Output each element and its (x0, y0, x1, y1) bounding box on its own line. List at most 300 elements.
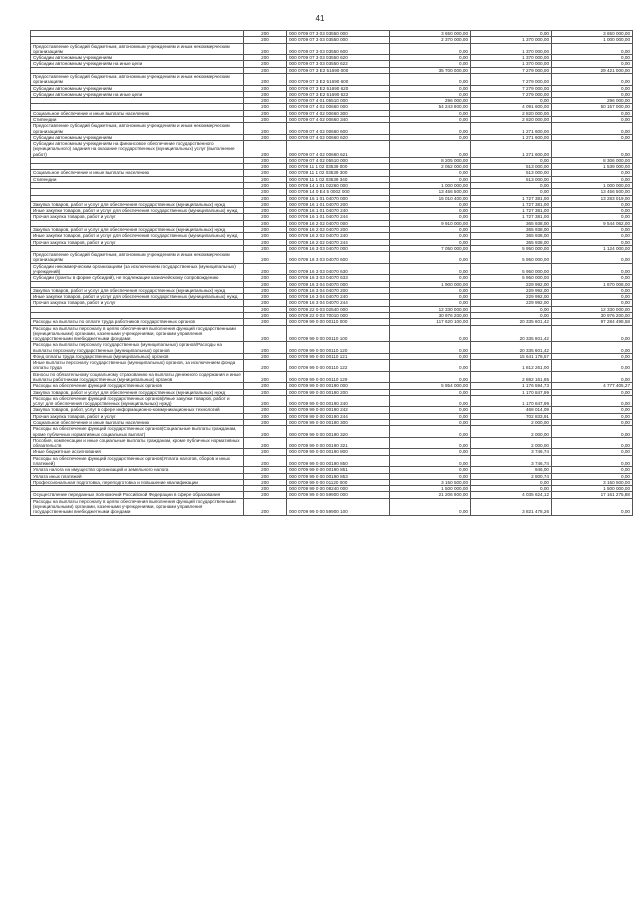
row-approved-cell: 0,00 (390, 73, 471, 85)
row-admin-code-cell: 200 (244, 449, 287, 455)
row-unexecuted-cell: 0,00 (552, 134, 633, 140)
row-unexecuted-cell: 9 544 062,00 (552, 220, 633, 226)
row-budget-code-cell: 000 0709 99 0 00 00190 853 (287, 473, 390, 479)
row-unexecuted-cell: 0,00 (552, 360, 633, 372)
row-unexecuted-cell: 13 283 019,00 (552, 195, 633, 201)
row-admin-code-cell: 200 (244, 420, 287, 426)
row-admin-code-cell: 200 (244, 208, 287, 214)
row-executed-cell: 2 820 000,00 (471, 116, 552, 122)
row-budget-code-cell: 000 0709 11 1 02 03539 340 (287, 176, 390, 182)
table-row (31, 233, 633, 239)
table-row (31, 325, 633, 342)
row-admin-code-cell: 200 (244, 91, 287, 97)
row-unexecuted-cell: 0,00 (552, 287, 633, 293)
row-approved-cell: 0,00 (390, 134, 471, 140)
row-budget-code-cell: 000 0709 99 0 00 00110 122 (287, 360, 390, 372)
budget-execution-table (30, 30, 633, 516)
row-admin-code-cell: 200 (244, 164, 287, 170)
row-executed-cell: 1 170 847,99 (471, 389, 552, 395)
row-approved-cell: 0,00 (390, 110, 471, 116)
table-row (31, 492, 633, 498)
row-unexecuted-cell: 97 284 498,58 (552, 319, 633, 325)
row-name-cell: Субсидии (гранты в форме субсидий), не подлежащие казначейскому сопровождению (31, 275, 244, 281)
row-approved-cell: 21 206 900,00 (390, 492, 471, 498)
row-admin-code-cell: 200 (244, 43, 287, 55)
row-admin-code-cell: 200 (244, 239, 287, 245)
row-name-cell: Социальное обеспечение и иные выплаты населению (31, 110, 244, 116)
row-approved-cell: 0,00 (390, 227, 471, 233)
row-name-cell: Иные бюджетные ассигнования (31, 449, 244, 455)
row-admin-code-cell: 200 (244, 116, 287, 122)
row-admin-code-cell: 200 (244, 252, 287, 264)
table-row (31, 498, 633, 515)
row-executed-cell: 702 833,91 (471, 413, 552, 419)
row-executed-cell: 0,00 (471, 98, 552, 104)
row-admin-code-cell: 200 (244, 73, 287, 85)
row-admin-code-cell: 200 (244, 371, 287, 383)
row-unexecuted-cell: 1 000 000,00 (552, 37, 633, 43)
row-unexecuted-cell: 0,00 (552, 208, 633, 214)
row-executed-cell: 229 992,00 (471, 287, 552, 293)
table-row (31, 43, 633, 55)
row-executed-cell: 0,00 (471, 189, 552, 195)
row-admin-code-cell: 200 (244, 360, 287, 372)
row-budget-code-cell: 000 0709 07 4 02 00660 340 (287, 116, 390, 122)
row-executed-cell: 229 992,00 (471, 294, 552, 300)
row-executed-cell: 468 014,09 (471, 407, 552, 413)
row-name-cell: Расходы на выплаты по оплате труда работников государственных органов (31, 319, 244, 325)
row-executed-cell: 229 992,00 (471, 300, 552, 306)
row-unexecuted-cell: 0,00 (552, 85, 633, 91)
row-approved-cell: 0,00 (390, 325, 471, 342)
row-approved-cell: 0,00 (390, 473, 471, 479)
row-name-cell: Стипендии (31, 176, 244, 182)
row-unexecuted-cell: 0,00 (552, 353, 633, 359)
row-unexecuted-cell: 0,00 (552, 141, 633, 158)
row-unexecuted-cell: 0,00 (552, 73, 633, 85)
table-body (31, 31, 633, 516)
row-approved-cell: 117 620 100,00 (390, 319, 471, 325)
table-row (31, 275, 633, 281)
row-executed-cell: 4 091 600,00 (471, 104, 552, 110)
row-admin-code-cell: 200 (244, 123, 287, 135)
row-executed-cell: 1 370 000,00 (471, 55, 552, 61)
row-admin-code-cell: 200 (244, 413, 287, 419)
row-executed-cell: 1 271 600,00 (471, 123, 552, 135)
row-approved-cell: 30 976 200,00 (390, 312, 471, 318)
row-admin-code-cell: 200 (244, 492, 287, 498)
row-executed-cell: 2 882 161,85 (471, 371, 552, 383)
table-row (31, 123, 633, 135)
row-executed-cell: 1 170 847,99 (471, 395, 552, 407)
table-row (31, 371, 633, 383)
row-executed-cell: 513 000,00 (471, 164, 552, 170)
row-unexecuted-cell: 0,00 (552, 110, 633, 116)
row-budget-code-cell: 000 0709 16 3 04 04070 240 (287, 294, 390, 300)
row-budget-code-cell: 000 0709 99 0 00 00190 300 (287, 420, 390, 426)
row-admin-code-cell: 200 (244, 195, 287, 201)
row-executed-cell: 3 746,74 (471, 449, 552, 455)
row-budget-code-cell: 000 0709 99 0 00 00110 120 (287, 342, 390, 354)
table-row (31, 73, 633, 85)
row-executed-cell: 2 000,00 (471, 437, 552, 449)
row-budget-code-cell: 000 0709 07 3 03 03550 000 (287, 37, 390, 43)
row-unexecuted-cell: 1 539 000,00 (552, 164, 633, 170)
row-admin-code-cell: 200 (244, 486, 287, 492)
row-approved-cell: 0,00 (390, 467, 471, 473)
row-admin-code-cell: 200 (244, 479, 287, 485)
row-budget-code-cell: 000 0709 22 0 03 02540 000 (287, 306, 390, 312)
row-unexecuted-cell: 1 124 000,00 (552, 245, 633, 251)
row-approved-cell: 0,00 (390, 252, 471, 264)
row-executed-cell: 365 938,00 (471, 220, 552, 226)
row-unexecuted-cell: 0,00 (552, 389, 633, 395)
row-unexecuted-cell: 13 456 500,00 (552, 189, 633, 195)
table-row (31, 208, 633, 214)
row-unexecuted-cell: 0,00 (552, 325, 633, 342)
row-unexecuted-cell: 0,00 (552, 437, 633, 449)
row-admin-code-cell: 200 (244, 37, 287, 43)
row-name-cell: Закупка товаров, работ и услуг для обеспечения государственных (муниципальных) нужд (31, 201, 244, 207)
row-approved-cell: 0,00 (390, 116, 471, 122)
row-admin-code-cell: 200 (244, 31, 287, 37)
row-unexecuted-cell: 0,00 (552, 227, 633, 233)
table-row (31, 110, 633, 116)
row-name-cell: Иные закупки товаров, работ и услуг для обеспечения государственных (муниципальных) нужд (31, 294, 244, 300)
row-unexecuted-cell: 0,00 (552, 43, 633, 55)
row-executed-cell: 7 279 000,00 (471, 73, 552, 85)
row-unexecuted-cell: 50 157 000,00 (552, 104, 633, 110)
row-budget-code-cell: 000 0709 99 0 00 00190 320 (287, 426, 390, 438)
row-executed-cell: 2 820 000,00 (471, 110, 552, 116)
row-unexecuted-cell: 0,00 (552, 55, 633, 61)
row-budget-code-cell: 000 0709 07 4 02 00660 620 (287, 134, 390, 140)
row-name-cell: Расходы на обеспечение функций государственных органов(Иные закупки товаров, работ и услуг для обеспечения государственных (муниципальных) нужд) (31, 395, 244, 407)
row-approved-cell: 13 456 500,00 (390, 189, 471, 195)
row-executed-cell: 5 950 000,00 (471, 245, 552, 251)
row-name-cell: Расходы на обеспечение функций государственных органов(Уплата налогов, сборов и иных платежей) (31, 455, 244, 467)
row-executed-cell: 1 176 594,73 (471, 383, 552, 389)
row-approved-cell: 0,00 (390, 85, 471, 91)
row-admin-code-cell: 200 (244, 473, 287, 479)
row-admin-code-cell: 200 (244, 407, 287, 413)
table-row (31, 319, 633, 325)
row-approved-cell: 2 370 000,00 (390, 37, 471, 43)
row-executed-cell: 7 279 000,00 (471, 85, 552, 91)
table-row (31, 287, 633, 293)
row-name-cell: Социальное обеспечение и иные выплаты населению (31, 420, 244, 426)
table-row (31, 353, 633, 359)
row-approved-cell: 2 052 000,00 (390, 164, 471, 170)
row-name-cell: Пособия, компенсации и иные социальные выплаты гражданам, кроме публичных нормативных обязательств (31, 437, 244, 449)
row-budget-code-cell: 000 0709 07 4 01 05510 000 (287, 98, 390, 104)
table-row (31, 360, 633, 372)
row-unexecuted-cell: 0,00 (552, 407, 633, 413)
row-approved-cell: 15 010 400,00 (390, 195, 471, 201)
row-approved-cell: 0,00 (390, 176, 471, 182)
row-name-cell: Предоставление субсидий бюджетным, автономным учреждениям и иным некоммерческим организациям (31, 43, 244, 55)
row-name-cell: Уплата налога на имущество организаций и земельного налога (31, 467, 244, 473)
row-executed-cell: 1 727 381,00 (471, 214, 552, 220)
row-unexecuted-cell: 0,00 (552, 263, 633, 275)
row-approved-cell: 0,00 (390, 300, 471, 306)
row-admin-code-cell: 200 (244, 98, 287, 104)
row-admin-code-cell: 200 (244, 233, 287, 239)
row-budget-code-cell: 000 0709 99 0 00 00110 100 (287, 325, 390, 342)
row-name-cell: Субсидии автономным учреждениям на иные цели (31, 61, 244, 67)
row-executed-cell: 0,00 (471, 157, 552, 163)
row-unexecuted-cell: 8 306 000,00 (552, 157, 633, 163)
row-budget-code-cell: 000 0709 16 1 01 04070 244 (287, 214, 390, 220)
row-budget-code-cell: 000 0709 99 0 00 00190 850 (287, 455, 390, 467)
row-approved-cell: 3 650 000,00 (390, 31, 471, 37)
row-budget-code-cell: 000 0709 16 1 01 04070 000 (287, 195, 390, 201)
row-name-cell: Прочая закупка товаров, работ и услуг (31, 413, 244, 419)
row-unexecuted-cell: 0,00 (552, 233, 633, 239)
row-name-cell: Расходы на выплаты персоналу государственных (муниципальных) органов/Расходы на выплаты персоналу государственных (муниципальных) органов (31, 342, 244, 354)
row-approved-cell: 1 900 000,00 (390, 281, 471, 287)
table-row (31, 426, 633, 438)
row-admin-code-cell: 200 (244, 157, 287, 163)
row-name-cell: Расходы на обеспечение функций государственных органов (31, 383, 244, 389)
row-unexecuted-cell: 0,00 (552, 201, 633, 207)
row-name-cell: Прочая закупка товаров, работ и услуг (31, 300, 244, 306)
row-executed-cell: 3 746,74 (471, 455, 552, 467)
row-approved-cell: 0,00 (390, 123, 471, 135)
row-executed-cell: 7 279 000,00 (471, 67, 552, 73)
row-approved-cell: 0,00 (390, 275, 471, 281)
row-executed-cell: 365 938,00 (471, 233, 552, 239)
row-executed-cell: 513 000,00 (471, 176, 552, 182)
row-admin-code-cell: 200 (244, 395, 287, 407)
row-name-cell: Иные выплаты персоналу государственных (муниципальных) органов, за исключением фонда оплаты труда (31, 360, 244, 372)
row-approved-cell: 0,00 (390, 91, 471, 97)
row-approved-cell: 0,00 (390, 426, 471, 438)
row-budget-code-cell: 000 0709 99 0 00 59900 000 (287, 492, 390, 498)
row-admin-code-cell: 200 (244, 342, 287, 354)
row-executed-cell: 365 938,00 (471, 239, 552, 245)
row-budget-code-cell: 000 0709 16 3 03 04070 600 (287, 252, 390, 264)
row-approved-cell: 0,00 (390, 360, 471, 372)
table-row (31, 61, 633, 67)
row-admin-code-cell: 200 (244, 306, 287, 312)
row-budget-code-cell: 000 0709 11 1 02 03539 300 (287, 170, 390, 176)
row-budget-code-cell: 000 0709 16 3 04 04070 200 (287, 287, 390, 293)
row-admin-code-cell: 200 (244, 67, 287, 73)
row-name-cell: Закупка товаров, работ и услуг для обеспечения государственных (муниципальных) нужд (31, 227, 244, 233)
row-approved-cell: 0,00 (390, 353, 471, 359)
row-budget-code-cell: 000 0709 14 1 01 02260 000 (287, 183, 390, 189)
row-name-cell: Предоставление субсидий бюджетным, автономным учреждениям и иным некоммерческим организациям (31, 252, 244, 264)
row-budget-code-cell: 000 0709 07 3 E2 51690 000 (287, 67, 390, 73)
row-unexecuted-cell: 0,00 (552, 176, 633, 182)
table-row (31, 395, 633, 407)
row-approved-cell: 0,00 (390, 55, 471, 61)
table-row (31, 437, 633, 449)
row-approved-cell: 0,00 (390, 61, 471, 67)
row-unexecuted-cell: 296 000,00 (552, 98, 633, 104)
row-unexecuted-cell: 0,00 (552, 300, 633, 306)
row-budget-code-cell: 000 0709 16 1 01 04070 240 (287, 208, 390, 214)
table-row (31, 91, 633, 97)
row-executed-cell: 0,00 (471, 183, 552, 189)
row-budget-code-cell: 000 0709 99 0 00 00190 240 (287, 395, 390, 407)
row-budget-code-cell: 000 0709 16 3 03 04070 000 (287, 245, 390, 251)
row-name-cell: Предоставление субсидий бюджетным, автономным учреждениям и иным некоммерческим организациям (31, 123, 244, 135)
row-name-cell: Субсидии автономным учреждениям (31, 55, 244, 61)
row-name-cell: Фонд оплаты труда государственных (муниципальных) органов (31, 353, 244, 359)
row-executed-cell: 0,00 (471, 312, 552, 318)
row-executed-cell: 5 950 000,00 (471, 275, 552, 281)
table-row (31, 263, 633, 275)
row-approved-cell: 0,00 (390, 389, 471, 395)
row-budget-code-cell: 000 0709 16 3 04 04070 244 (287, 300, 390, 306)
row-admin-code-cell: 200 (244, 201, 287, 207)
row-unexecuted-cell: 0,00 (552, 61, 633, 67)
row-budget-code-cell: 000 0709 22 0 03 70010 000 (287, 312, 390, 318)
row-unexecuted-cell: 0,00 (552, 498, 633, 515)
row-executed-cell: 946,00 (471, 467, 552, 473)
row-budget-code-cell: 000 0709 07 3 E2 51690 622 (287, 91, 390, 97)
row-budget-code-cell: 000 0709 99 0 00 00190 244 (287, 413, 390, 419)
row-budget-code-cell: 000 0709 99 0 00 00190 000 (287, 383, 390, 389)
row-name-cell: Субсидии автономным учреждениям на финансовое обеспечение государственного (муниципального) задания на оказание государственных (муниципальных) услуг (выполнение работ) (31, 141, 244, 158)
row-executed-cell: 1 727 381,00 (471, 195, 552, 201)
row-budget-code-cell: 000 0709 16 3 04 04070 000 (287, 281, 390, 287)
row-name-cell: Осуществление переданных полномочий Российской Федерации в сфере образования (31, 492, 244, 498)
row-approved-cell: 5 954 000,00 (390, 383, 471, 389)
row-admin-code-cell: 200 (244, 426, 287, 438)
table-row (31, 252, 633, 264)
row-approved-cell: 0,00 (390, 455, 471, 467)
row-approved-cell: 3 150 500,00 (390, 479, 471, 485)
row-admin-code-cell: 200 (244, 189, 287, 195)
row-executed-cell: 2 000,00 (471, 426, 552, 438)
table-row (31, 383, 633, 389)
row-name-cell: Социальное обеспечение и иные выплаты населению (31, 170, 244, 176)
row-budget-code-cell: 000 0709 07 4 02 00660 621 (287, 141, 390, 158)
row-executed-cell: 365 938,00 (471, 227, 552, 233)
row-budget-code-cell: 000 0709 99 0 00 00190 200 (287, 389, 390, 395)
table-row (31, 455, 633, 467)
row-executed-cell: 15 641 178,57 (471, 353, 552, 359)
row-admin-code-cell: 200 (244, 300, 287, 306)
row-name-cell: Закупка товаров, работ, услуг в сфере информационно-коммуникационных технологий (31, 407, 244, 413)
row-admin-code-cell: 200 (244, 134, 287, 140)
row-admin-code-cell: 200 (244, 455, 287, 467)
row-admin-code-cell: 200 (244, 353, 287, 359)
row-name-cell: Профессиональная подготовка, переподготовка и повышение квалификации (31, 479, 244, 485)
row-budget-code-cell: 000 0709 07 4 02 00660 000 (287, 104, 390, 110)
row-executed-cell: 2 800,74 (471, 473, 552, 479)
row-budget-code-cell: 000 0709 99 0 00 00190 800 (287, 449, 390, 455)
row-admin-code-cell: 200 (244, 183, 287, 189)
row-executed-cell: 1 370 000,00 (471, 61, 552, 67)
row-name-cell: Закупка товаров, работ и услуг для обеспечения государственных (муниципальных) нужд (31, 389, 244, 395)
row-approved-cell: 296 000,00 (390, 98, 471, 104)
table-row (31, 420, 633, 426)
row-executed-cell: 4 035 624,12 (471, 492, 552, 498)
row-unexecuted-cell: 1 000 000,00 (552, 183, 633, 189)
row-executed-cell: 0,00 (471, 31, 552, 37)
table-row (31, 342, 633, 354)
row-budget-code-cell: 000 0709 16 2 02 04070 200 (287, 227, 390, 233)
row-name-cell: Прочая закупка товаров, работ и услуг (31, 239, 244, 245)
row-name-cell: Закупка товаров, работ и услуг для обеспечения государственных (муниципальных) нужд (31, 287, 244, 293)
row-approved-cell: 0,00 (390, 294, 471, 300)
row-admin-code-cell: 200 (244, 319, 287, 325)
row-approved-cell: 9 910 000,00 (390, 220, 471, 226)
row-unexecuted-cell: 17 161 275,88 (552, 492, 633, 498)
page-number: 41 (315, 14, 325, 23)
row-budget-code-cell: 000 0709 16 2 02 04070 000 (287, 220, 390, 226)
row-unexecuted-cell: 0,00 (552, 214, 633, 220)
row-budget-code-cell: 000 0709 99 0 00 00190 851 (287, 467, 390, 473)
row-name-cell: Уплата иных платежей (31, 473, 244, 479)
row-executed-cell: 7 279 000,00 (471, 91, 552, 97)
row-unexecuted-cell: 0,00 (552, 170, 633, 176)
row-admin-code-cell: 200 (244, 287, 287, 293)
row-name-cell: Взносы по обязательному социальному страхованию на выплаты денежного содержания и иные выплаты работникам государственных (муниципальных) органов (31, 371, 244, 383)
row-unexecuted-cell: 0,00 (552, 371, 633, 383)
row-admin-code-cell: 200 (244, 141, 287, 158)
row-unexecuted-cell: 0,00 (552, 395, 633, 407)
row-unexecuted-cell: 1 500 000,00 (552, 486, 633, 492)
row-unexecuted-cell: 3 650 000,00 (552, 31, 633, 37)
row-approved-cell: 0,00 (390, 449, 471, 455)
row-name-cell: Прочая закупка товаров, работ и услуг (31, 214, 244, 220)
row-unexecuted-cell: 0,00 (552, 413, 633, 419)
row-unexecuted-cell: 3 150 500,00 (552, 479, 633, 485)
row-budget-code-cell: 000 0709 16 3 03 04070 633 (287, 275, 390, 281)
row-unexecuted-cell: 0,00 (552, 473, 633, 479)
row-unexecuted-cell: 0,00 (552, 116, 633, 122)
row-admin-code-cell: 200 (244, 389, 287, 395)
row-budget-code-cell: 000 0709 16 2 02 04070 244 (287, 239, 390, 245)
row-executed-cell: 0,00 (471, 306, 552, 312)
row-executed-cell: 1 812 261,00 (471, 360, 552, 372)
row-approved-cell: 35 700 000,00 (390, 67, 471, 73)
row-approved-cell: 0,00 (390, 239, 471, 245)
row-budget-code-cell: 000 0709 07 3 E2 51690 600 (287, 73, 390, 85)
row-executed-cell: 1 727 381,00 (471, 201, 552, 207)
table-row (31, 479, 633, 485)
row-budget-code-cell: 000 0709 07 3 03 03550 000 (287, 31, 390, 37)
row-admin-code-cell: 200 (244, 281, 287, 287)
row-unexecuted-cell: 4 777 405,27 (552, 383, 633, 389)
row-admin-code-cell: 200 (244, 61, 287, 67)
row-approved-cell: 54 243 800,00 (390, 104, 471, 110)
row-approved-cell: 0,00 (390, 498, 471, 515)
row-executed-cell: 0,00 (471, 479, 552, 485)
row-executed-cell: 20 335 601,42 (471, 319, 552, 325)
row-executed-cell: 5 950 000,00 (471, 252, 552, 264)
row-executed-cell: 2 000,00 (471, 420, 552, 426)
row-approved-cell: 12 330 000,00 (390, 306, 471, 312)
row-unexecuted-cell: 0,00 (552, 342, 633, 354)
row-admin-code-cell: 200 (244, 214, 287, 220)
row-name-cell: Иные закупки товаров, работ и услуг для обеспечения государственных (муниципальных) нужд (31, 233, 244, 239)
row-budget-code-cell: 000 0709 07 3 03 03550 620 (287, 55, 390, 61)
row-unexecuted-cell: 0,00 (552, 455, 633, 467)
row-name-cell: Предоставление субсидий бюджетным, автономным учреждениям и иным некоммерческим организациям (31, 73, 244, 85)
table-row (31, 407, 633, 413)
row-approved-cell: 0,00 (390, 141, 471, 158)
row-name-cell: Расходы на выплаты персоналу в целях обеспечения выполнения функций государственными (муниципальными) органами, казенными учреждениями, органами управления государственными внебюджетными фондами (31, 325, 244, 342)
row-approved-cell: 0,00 (390, 233, 471, 239)
row-admin-code-cell: 200 (244, 245, 287, 251)
row-executed-cell: 1 271 600,00 (471, 134, 552, 140)
